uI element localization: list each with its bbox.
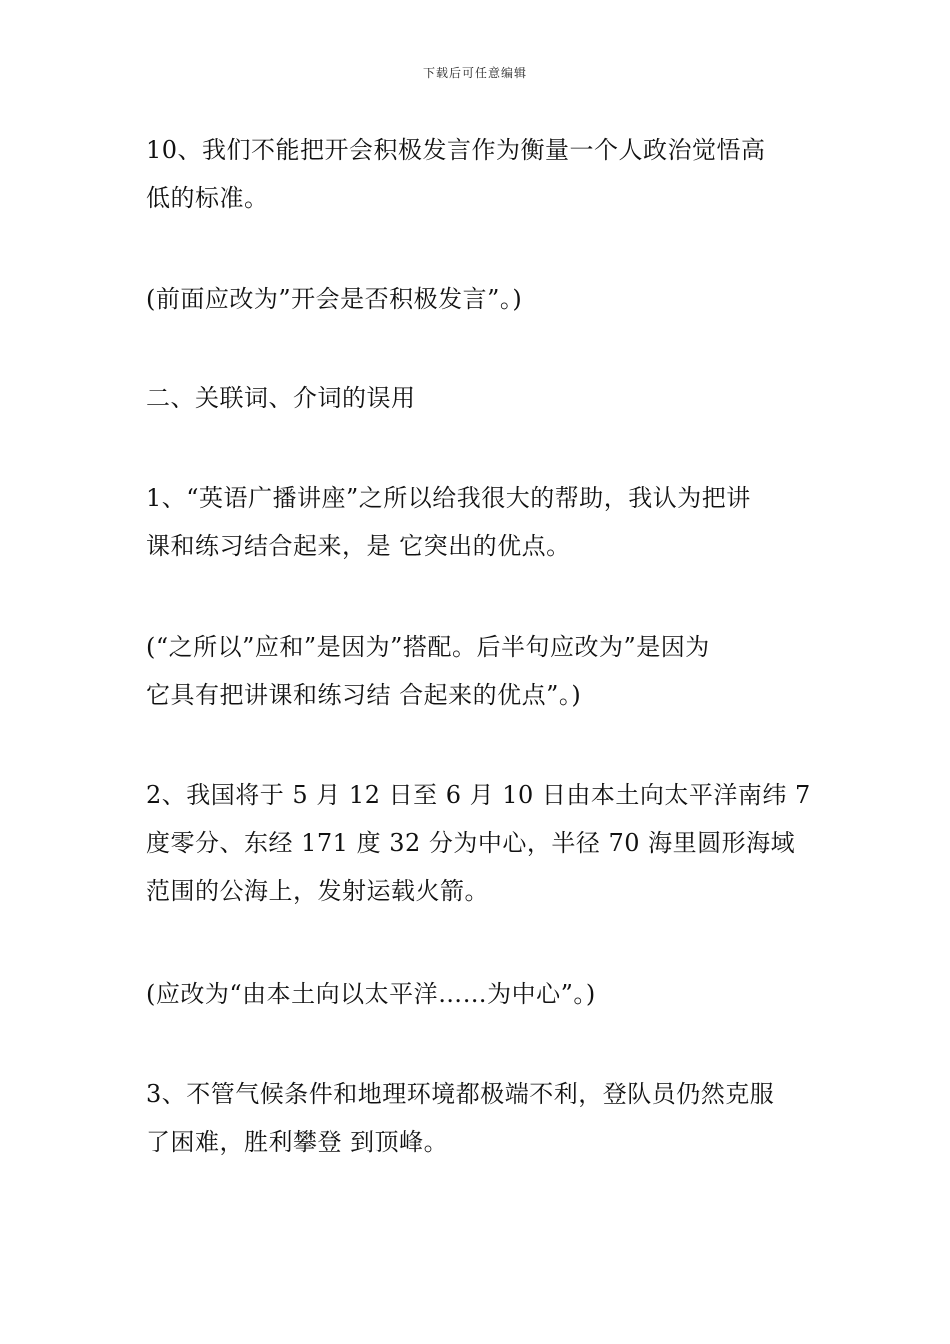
paragraph-item-3	[146, 1070, 816, 1166]
paragraph-correction	[146, 623, 816, 719]
text-line: 10、我们不能把开会积极发言作为衡量一个人政治觉悟高	[146, 136, 766, 164]
text-line: 它具有把讲课和练习结 合起来的优点”。)	[146, 681, 582, 709]
text-line: (“之所以”应和”是因为”搭配。后半句应改为”是因为	[146, 633, 710, 661]
text-line: 2、我国将于 5 月 12 日至 6 月 10 日由本土向太平洋南纬 7	[146, 781, 811, 809]
paragraph-correction	[146, 970, 816, 1018]
text-line: 1、“英语广播讲座”之所以给我很大的帮助，我认为把讲	[146, 484, 751, 512]
text-line: 低的标准。	[146, 184, 269, 212]
text-line: 3、不管气候条件和地理环境都极端不利，登队员仍然克服	[146, 1080, 775, 1108]
paragraph-item-2	[146, 771, 816, 915]
section-heading-text: 二、关联词、介词的误用	[146, 384, 416, 412]
section-heading	[146, 374, 816, 422]
text-line: 范围的公海上，发射运载火箭。	[146, 877, 489, 905]
text-line: (前面应改为”开会是否积极发言”。)	[146, 285, 523, 313]
text-line: 课和练习结合起来，是 它突出的优点。	[146, 532, 571, 560]
text-line: 了困难，胜利攀登 到顶峰。	[146, 1128, 449, 1156]
paragraph-item-10	[146, 126, 816, 222]
paragraph-correction	[146, 275, 816, 323]
text-line: 度零分、东经 171 度 32 分为中心，半径 70 海里圆形海域	[146, 829, 796, 857]
text-line: (应改为“由本土向以太平洋……为中心”。)	[146, 980, 596, 1008]
page-header: 下载后可任意编辑	[422, 66, 527, 80]
paragraph-item-1	[146, 474, 816, 570]
